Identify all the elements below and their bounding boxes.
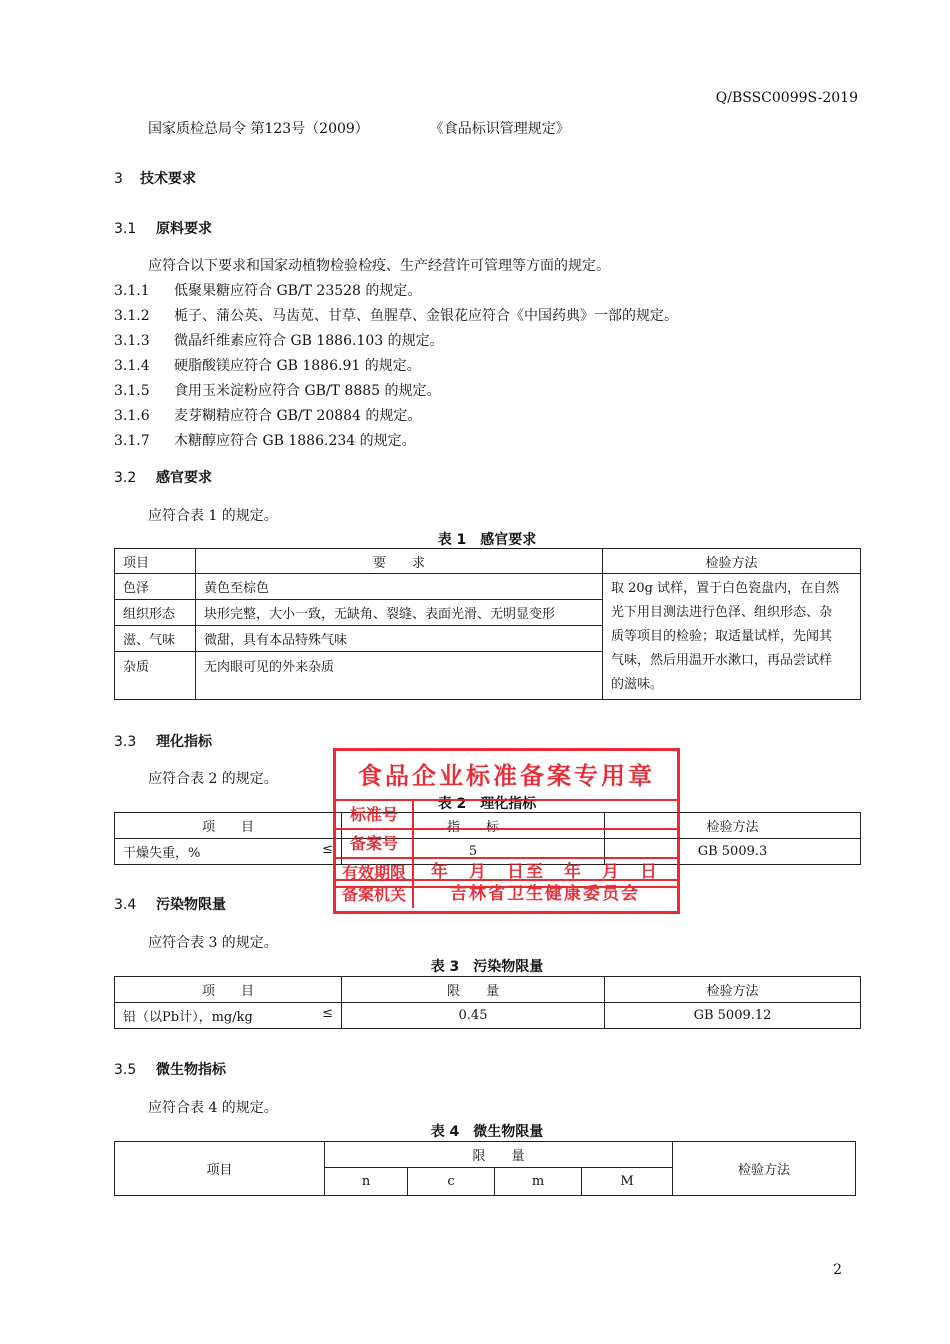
section-3-2-intro: 应符合表 1 的规定。 — [148, 508, 278, 524]
header-limit: 限 量 — [325, 1142, 673, 1168]
method-line: 光下用目测法进行色泽、组织形态、杂 — [611, 604, 833, 620]
subheader-c: c — [408, 1168, 495, 1196]
clause-3-1-2 — [114, 305, 678, 325]
subheader-m-upper: M — [582, 1168, 673, 1196]
less-equal-symbol: ≤ — [322, 842, 333, 857]
header-method: 检验方法 — [605, 813, 861, 839]
section-3-4-intro: 应符合表 3 的规定。 — [148, 935, 278, 951]
row-requirement: 微甜，具有本品特殊气味 — [196, 626, 603, 652]
method-line: 质等项目的检验；取适量试样，先闻其 — [611, 628, 833, 644]
clause-text: 低聚果糖应符合 GB/T 23528 的规定。 — [174, 283, 422, 299]
header-item: 项目 — [115, 549, 196, 574]
clause-number: 3.1.2 — [114, 308, 150, 324]
standard-code: Q/BSSC0099S-2019 — [715, 90, 858, 106]
row-item: 组织形态 — [115, 600, 196, 626]
section-number: 3.1 — [114, 221, 137, 237]
stamp-label: 备案机关 — [336, 881, 414, 908]
header-index: 指 标 — [342, 813, 605, 839]
row-item: 铅（以Pb计），mg/kg — [123, 1010, 253, 1025]
table-1-caption: 表 1 感官要求 — [437, 532, 537, 548]
section-title: 微生物指标 — [156, 1062, 226, 1078]
stamp-label: 备案号 — [336, 830, 414, 857]
stamp-row — [336, 801, 677, 830]
header-method: 检验方法 — [605, 977, 861, 1003]
method-line: 取 20g 试样，置于白色瓷盘内，在自然 — [611, 580, 840, 596]
section-number: 3.5 — [114, 1062, 137, 1078]
section-3-1-intro: 应符合以下要求和国家动植物检验检疫、生产经营许可管理等方面的规定。 — [148, 258, 610, 274]
row-item: 色泽 — [115, 574, 196, 600]
section-3-3-heading — [114, 731, 212, 751]
row-method: GB 5009.3 — [605, 839, 861, 865]
section-title: 技术要求 — [140, 171, 196, 187]
header-method: 检验方法 — [673, 1142, 856, 1196]
table-header-row — [115, 977, 861, 1003]
row-requirement: 黄色至棕色 — [196, 574, 603, 600]
section-title: 原料要求 — [156, 221, 212, 237]
clause-3-1-6 — [114, 405, 421, 425]
table-2-caption: 表 2 理化指标 — [437, 796, 537, 812]
header-requirement: 要 求 — [196, 549, 603, 574]
header-item: 项 目 — [115, 813, 342, 839]
method-line: 气味，然后用温开水漱口，再品尝试样 — [611, 652, 833, 668]
stamp-value: 吉林省卫生健康委员会 — [450, 884, 640, 904]
section-title: 感官要求 — [156, 470, 212, 486]
stamp-row — [336, 879, 677, 908]
contaminant-table — [114, 976, 861, 1029]
section-3-heading — [114, 168, 196, 188]
section-number: 3.3 — [114, 734, 137, 750]
clause-number: 3.1.5 — [114, 383, 150, 399]
stamp-value: 年 月 日至 年 月 日 — [431, 862, 659, 882]
row-requirement: 块形完整，大小一致，无缺角、裂缝、表面光滑、无明显变形 — [196, 600, 603, 626]
stamp-title: 食品企业标准备案专用章 — [336, 753, 677, 801]
clause-text: 微晶纤维素应符合 GB 1886.103 的规定。 — [174, 333, 444, 349]
reference-line — [148, 118, 570, 138]
clause-text: 硬脂酸镁应符合 GB 1886.91 的规定。 — [174, 358, 421, 374]
sensory-table — [114, 548, 861, 700]
row-value: 0.45 — [342, 1003, 605, 1029]
section-title: 污染物限量 — [156, 897, 226, 913]
section-number: 3.2 — [114, 470, 137, 486]
clause-3-1-4 — [114, 355, 421, 375]
header-item: 项目 — [115, 1142, 325, 1196]
registration-stamp — [333, 748, 680, 914]
stamp-value — [416, 801, 674, 828]
table-header-row — [115, 1142, 856, 1168]
reference-title: 《食品标识管理规定》 — [429, 121, 570, 137]
subheader-n: n — [325, 1168, 408, 1196]
section-3-5-heading — [114, 1059, 226, 1079]
clause-text: 木糖醇应符合 GB 1886.234 的规定。 — [174, 433, 416, 449]
page-number: 2 — [833, 1262, 842, 1278]
section-3-1-heading — [114, 218, 212, 238]
stamp-row — [336, 830, 677, 859]
row-item-cell — [115, 1003, 342, 1029]
row-method: GB 5009.12 — [605, 1003, 861, 1029]
clause-3-1-1 — [114, 280, 421, 300]
stamp-label: 有效期限 — [336, 859, 414, 886]
less-equal-symbol: ≤ — [322, 1006, 333, 1021]
section-3-5-intro: 应符合表 4 的规定。 — [148, 1100, 278, 1116]
clause-number: 3.1.6 — [114, 408, 150, 424]
clause-3-1-7 — [114, 430, 416, 450]
clause-number: 3.1.7 — [114, 433, 150, 449]
row-item: 滋、气味 — [115, 626, 196, 652]
clause-text: 麦芽糊精应符合 GB/T 20884 的规定。 — [174, 408, 422, 424]
section-number: 3 — [114, 171, 123, 187]
clause-number: 3.1.3 — [114, 333, 150, 349]
table-row — [115, 574, 861, 600]
row-value: 5 — [342, 839, 605, 865]
table-header-row — [115, 549, 861, 574]
reference-order: 国家质检总局令 第123号（2009） — [148, 121, 369, 137]
clause-text: 食用玉米淀粉应符合 GB/T 8885 的规定。 — [174, 383, 441, 399]
section-3-3-intro: 应符合表 2 的规定。 — [148, 771, 278, 787]
section-3-2-heading — [114, 467, 212, 487]
clause-3-1-5 — [114, 380, 441, 400]
clause-3-1-3 — [114, 330, 444, 350]
section-title: 理化指标 — [156, 734, 212, 750]
sensory-method-cell — [603, 574, 861, 700]
clause-number: 3.1.4 — [114, 358, 150, 374]
clause-text: 栀子、蒲公英、马齿苋、甘草、鱼腥草、金银花应符合《中国药典》一部的规定。 — [174, 308, 678, 324]
table-row — [115, 1003, 861, 1029]
header-limit: 限 量 — [342, 977, 605, 1003]
clause-number: 3.1.1 — [114, 283, 150, 299]
header-item: 项 目 — [115, 977, 342, 1003]
microbial-table — [114, 1141, 856, 1196]
row-item: 杂质 — [115, 652, 196, 700]
section-number: 3.4 — [114, 897, 137, 913]
section-3-4-heading — [114, 894, 226, 914]
row-item-cell — [115, 839, 342, 865]
row-requirement: 无肉眼可见的外来杂质 — [196, 652, 603, 700]
table-3-caption: 表 3 污染物限量 — [430, 959, 544, 975]
stamp-label: 标准号 — [336, 801, 414, 828]
stamp-value — [416, 830, 674, 857]
row-item: 干燥失重，% — [123, 846, 201, 861]
header-method: 检验方法 — [603, 549, 861, 574]
subheader-m-lower: m — [495, 1168, 582, 1196]
table-4-caption: 表 4 微生物限量 — [430, 1124, 544, 1140]
method-line: 的滋味。 — [611, 676, 664, 692]
